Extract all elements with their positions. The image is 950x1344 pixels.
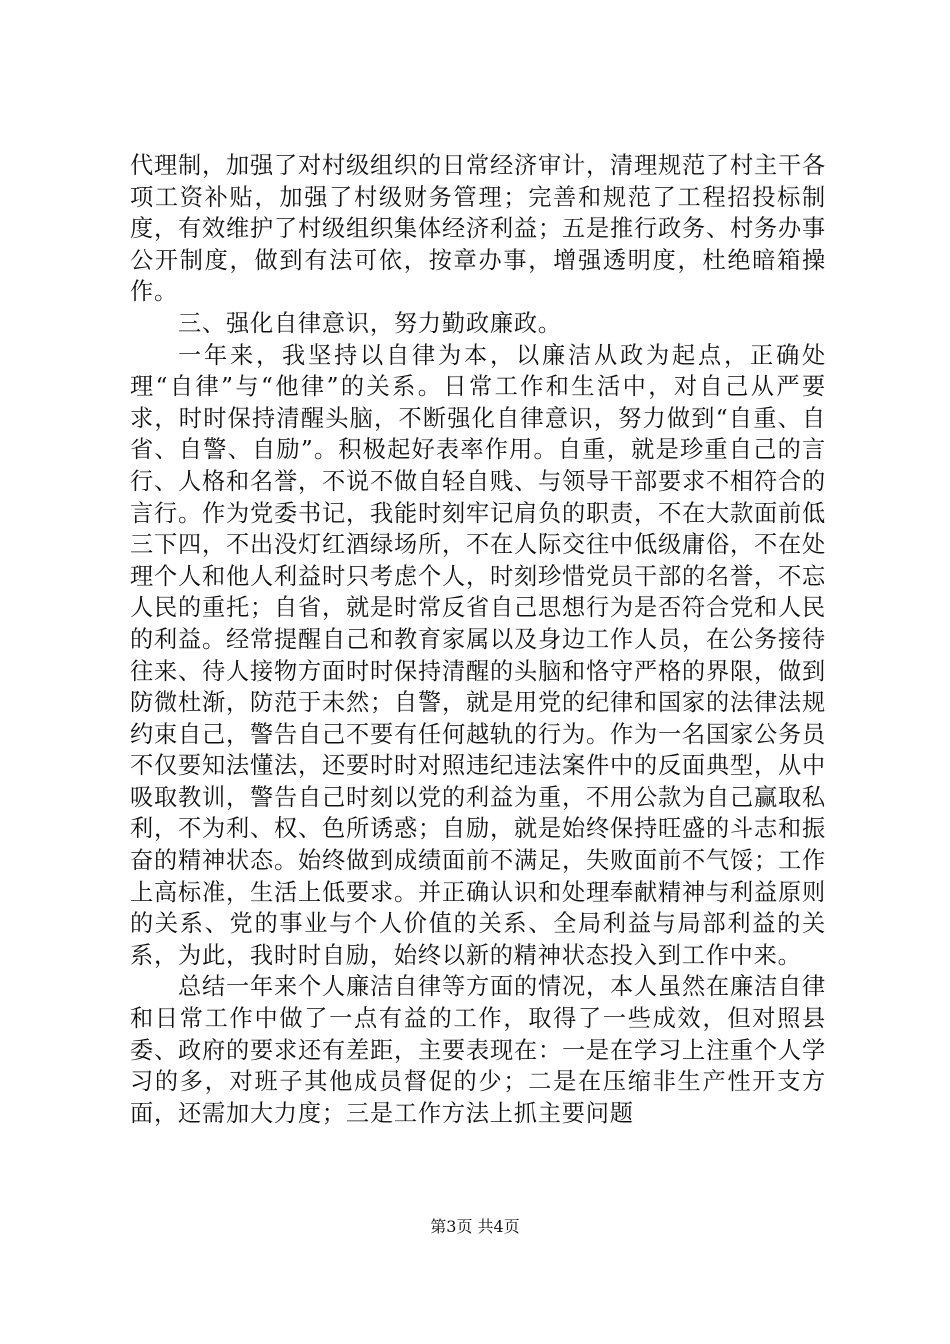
section-heading-3: 三、强化自律意识，努力勤政廉政。 [178,309,562,337]
paragraph-continuation: 代理制，加强了对村级组织的日常经济审计，清理规范了村主干各项工资补贴，加强了村级财务管理；完善和规范了工程招投标制度，有效维护了村级组织集体经济利益；五是推行政务、村务办事公开制度，做到有法可依，按章办事，增强透明度，杜绝暗箱操作。 [130,152,826,306]
paragraph-self-discipline: 一年来，我坚持以自律为本，以廉洁从政为起点，正确处理“自律”与“他律”的关系。日常工作和生活中，对自己从严要求，时时保持清醒头脑，不断强化自律意识，努力做到“自重、自省、自警、自励”。积极起好表率作用。自重，就是珍重自己的言行、人格和名誉，不说不做自轻自贱、与领导干部要求不相符合的言行。作为党委书记，我能时刻牢记肩负的职责，不在大款面前低三下四，不出没灯红酒绿场所，不在人际交往中低级庸俗，不在处理个人和他人利益时只考虑个人，时刻珍惜党员干部的名誉，不忘人民的重托；自省，就是时常反省自己思想行为是否符合党和人民的利益。经常提醒自己和教育家属以及身边工作人员，在公务接待往来、待人接物方面时时保持清醒的头脑和恪守严格的界限，做到防微杜渐，防范于未然；自警，就是用党的纪律和国家的法律法规约束自己，警告自己不要有任何越轨的行为。作为一名国家公务员不仅要知法懂法，还要时时对照违纪违法案件中的反面典型，从中吸取教训，警告自己时刻以党的利益为重，不用公款为自己赢取私利，不为利、权、色所诱惑；自励，就是始终保持旺盛的斗志和振奋的精神状态。始终做到成绩面前不满足，失败面前不气馁；工作上高标准，生活上低要求。并正确认识和处理奉献精神与利益原则的关系、党的事业与个人价值的关系、全局利益与局部利益的关系，为此，我时时自励，始终以新的精神状态投入到工作中来。 [130,341,826,969]
paragraph-summary: 总结一年来个人廉洁自律等方面的情况，本人虽然在廉洁自律和日常工作中做了一点有益的工作，取得了一些成效，但对照县委、政府的要求还有差距，主要表现在：一是在学习上注重个人学习的多，对班子其他成员督促的少；二是在压缩非生产性开支方面，还需加大力度；三是工作方法上抓主要问题 [130,973,826,1127]
page-number-footer: 第3页 共4页 [430,1217,520,1236]
document-body [130,150,826,1129]
